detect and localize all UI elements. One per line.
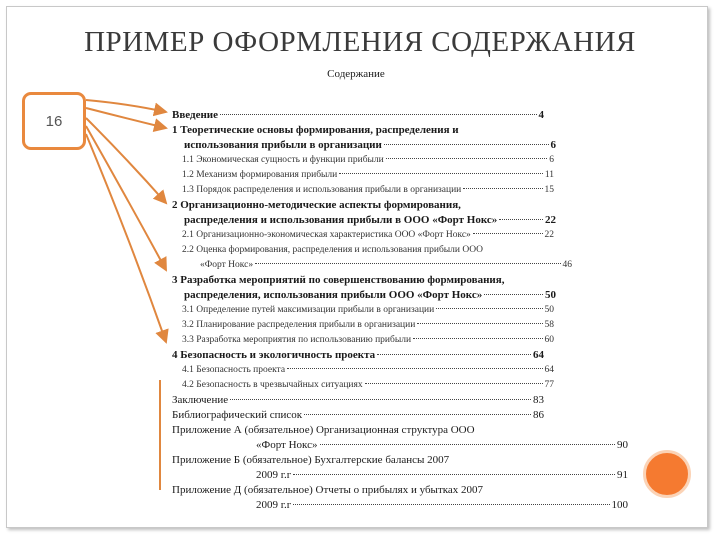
toc-entry xyxy=(170,183,554,198)
toc-entry-label: 1.1 Экономическая сущность и функции прибыли xyxy=(182,155,384,165)
toc-entry xyxy=(170,138,556,153)
toc-entry-page: 77 xyxy=(544,380,554,390)
leader-dots xyxy=(293,504,609,505)
toc-entry-page: 6 xyxy=(549,155,554,165)
toc-entry xyxy=(170,408,544,423)
leader-dots xyxy=(386,158,548,159)
toc-entry-label: 1.3 Порядок распределения и использования прибыли в организации xyxy=(182,185,462,195)
toc-entry-page: 90 xyxy=(617,439,628,451)
leader-dots xyxy=(339,173,543,174)
toc-entry-page: 64 xyxy=(544,365,554,375)
toc-entry xyxy=(170,453,544,468)
circle-dot-icon xyxy=(643,450,691,498)
toc-entry-page: 86 xyxy=(533,409,544,421)
leader-dots xyxy=(484,294,543,295)
toc-entry-page: 46 xyxy=(562,260,572,270)
leader-dots xyxy=(436,308,542,309)
toc-entry xyxy=(170,363,554,378)
toc-entry-page: 60 xyxy=(544,335,554,345)
toc-entry-label: 4.2 Безопасность в чрезвычайных ситуациях xyxy=(182,380,363,390)
toc-entry-page: 83 xyxy=(533,394,544,406)
toc-entry xyxy=(170,228,554,243)
toc-entry-label: 2009 г.г xyxy=(256,499,292,511)
toc-entry-page: 64 xyxy=(533,349,544,361)
toc-entry-page: 6 xyxy=(550,139,556,151)
toc-entry xyxy=(170,438,628,453)
toc-entry xyxy=(170,348,544,363)
leader-dots xyxy=(320,444,616,445)
leader-dots xyxy=(473,233,543,234)
toc-entry xyxy=(170,393,544,408)
toc-entry xyxy=(170,213,556,228)
toc-entry xyxy=(170,168,554,183)
toc-entry-page: 58 xyxy=(544,320,554,330)
toc-entry-page: 22 xyxy=(544,230,554,240)
toc-entry-label: 1 Теоретические основы формирования, распределения и xyxy=(172,124,459,136)
toc-entry-page: 11 xyxy=(544,170,554,180)
toc-entry-label: Заключение xyxy=(172,394,229,406)
toc-entry xyxy=(170,288,556,303)
leader-dots xyxy=(293,474,615,475)
toc-entry-label: 2 Организационно-методические аспекты формирования, xyxy=(172,199,461,211)
leader-dots xyxy=(365,383,543,384)
leader-dots xyxy=(499,219,543,220)
leader-dots xyxy=(417,323,542,324)
slide-title: ПРИМЕР ОФОРМЛЕНИЯ СОДЕРЖАНИЯ xyxy=(84,26,636,58)
toc-entry-label: 3.2 Планирование распределения прибыли в организации xyxy=(182,320,416,330)
toc-entry-page: 22 xyxy=(545,214,556,226)
toc-entry-label: 1.2 Механизм формирования прибыли xyxy=(182,170,338,180)
leader-dots xyxy=(377,354,531,355)
toc-entry-label: использования прибыли в организации xyxy=(184,139,382,151)
toc-entry-label: 3 Разработка мероприятий по совершенствованию формирования, xyxy=(172,274,505,286)
leader-dots xyxy=(304,414,531,415)
toc-entry-page: 50 xyxy=(545,289,556,301)
toc-entry xyxy=(170,153,554,168)
toc-entry xyxy=(170,273,544,288)
toc-entry xyxy=(170,258,572,273)
toc-entry-label: 3.1 Определение путей максимизации прибыли в организации xyxy=(182,305,435,315)
toc-entry-label: распределения и использования прибыли в ООО «Форт Нокс» xyxy=(184,214,498,226)
toc-entry-label: 2.1 Организационно-экономическая характеристика ООО «Форт Нокс» xyxy=(182,230,471,240)
toc-entry-label: Приложение Д (обязательное) Отчеты о прибылях и убытках 2007 xyxy=(172,484,484,496)
toc-entry xyxy=(170,198,544,213)
toc-entry-label: распределения, использования прибыли ООО «Форт Нокс» xyxy=(184,289,483,301)
leader-dots xyxy=(255,263,560,264)
toc-entry xyxy=(170,378,554,393)
toc-entry-label: «Форт Нокс» xyxy=(200,260,254,270)
toc-entry xyxy=(170,123,544,138)
toc-entry-page: 4 xyxy=(538,109,544,121)
toc-entry xyxy=(170,483,544,498)
toc-document xyxy=(170,68,628,511)
toc-entry-label: Приложение А (обязательное) Организационная структура ООО xyxy=(172,424,475,436)
toc-entry xyxy=(170,423,544,438)
toc-entry xyxy=(170,303,554,318)
leader-dots xyxy=(463,188,542,189)
toc-entry-page: 91 xyxy=(617,469,628,481)
leader-dots xyxy=(384,144,549,145)
toc-entry-label: «Форт Нокс» xyxy=(256,439,318,451)
toc-entry-label: 3.3 Разработка мероприятия по использованию прибыли xyxy=(182,335,412,345)
toc-entry-label: 4 Безопасность и экологичность проекта xyxy=(172,349,376,361)
toc-entry-page: 100 xyxy=(611,499,628,511)
toc-entry-page: 50 xyxy=(544,305,554,315)
leader-dots xyxy=(287,368,542,369)
page-number-badge: 16 xyxy=(22,92,86,150)
toc-entry xyxy=(170,243,554,258)
toc-heading: Содержание xyxy=(327,68,385,80)
leader-dots xyxy=(413,338,542,339)
leader-dots xyxy=(220,114,536,115)
toc-entry xyxy=(170,333,554,348)
toc-entry-label: Приложение Б (обязательное) Бухгалтерские балансы 2007 xyxy=(172,454,450,466)
toc-entry xyxy=(170,468,628,483)
leader-dots xyxy=(230,399,531,400)
toc-entry-label: Введение xyxy=(172,109,219,121)
toc-entry xyxy=(170,498,628,513)
toc-entry-label: Библиографический список xyxy=(172,409,303,421)
toc-entry-label: 4.1 Безопасность проекта xyxy=(182,365,286,375)
toc-entry-label: 2009 г.г xyxy=(256,469,292,481)
toc-entry-label: 2.2 Оценка формирования, распределения и использования прибыли ООО xyxy=(182,245,483,255)
toc-entry xyxy=(170,108,544,123)
toc-entry-page: 15 xyxy=(544,185,554,195)
toc-entry xyxy=(170,318,554,333)
